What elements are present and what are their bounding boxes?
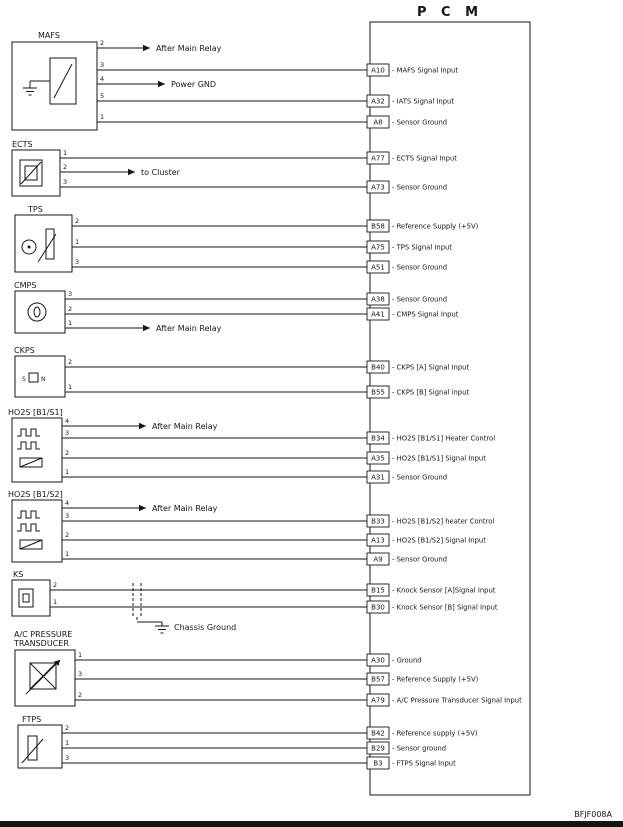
pcm-pin-desc: - HO2S [B1/S1] Signal Input [392, 454, 486, 463]
pcm-pin [367, 553, 447, 565]
pin-number: 2 [68, 358, 73, 366]
pcm-pin-desc: - Sensor Ground [392, 263, 448, 272]
pcm-pin-desc: - CKPS [A] Signal Input [392, 363, 470, 372]
pin-number: 5 [100, 92, 105, 100]
component-label: FTPS [22, 715, 42, 724]
arrowhead-icon [128, 169, 135, 175]
pcm-pin-desc: - Sensor Ground [392, 295, 448, 304]
pin-number: 4 [65, 499, 70, 507]
pin-number: 3 [100, 61, 105, 69]
component-label: MAFS [38, 31, 60, 40]
annotation-label: After Main Relay [156, 44, 222, 53]
pin-number: 3 [75, 258, 80, 266]
pcm-pin [367, 471, 447, 483]
pcm-pin-id: A41 [371, 310, 385, 319]
pcm-pin-id: A75 [371, 243, 385, 252]
pcm-title: P C M [416, 5, 484, 20]
component-mafs [12, 31, 104, 130]
arrowhead-icon [143, 325, 150, 331]
component-tps [15, 205, 79, 272]
pcm-pin-desc: - Ground [392, 656, 422, 665]
pin-number: 2 [65, 724, 70, 732]
annotations [128, 44, 222, 513]
pcm-pin-id: A73 [371, 183, 385, 192]
pin-number: 4 [65, 417, 70, 425]
ckps-symbol-left: S [22, 376, 26, 383]
pcm-pin [367, 654, 422, 666]
pin-number: 1 [68, 383, 73, 391]
arrowhead-icon [139, 423, 146, 429]
annotation-label: After Main Relay [152, 422, 218, 431]
component-label: HO2S [B1/S1] [8, 408, 63, 417]
pin-number: 2 [75, 217, 80, 225]
pcm-pins [367, 64, 522, 769]
pcm-pin-id: B42 [371, 729, 385, 738]
pin-number: 1 [65, 739, 70, 747]
component-ho2s-b1s2 [8, 490, 69, 562]
pcm-pin [367, 742, 446, 754]
pin-number: 4 [100, 75, 105, 83]
pcm-pin [367, 361, 469, 373]
pin-number: 3 [65, 754, 70, 762]
pcm-pin-desc: - HO2S [B1/S1] Heater Control [392, 434, 496, 443]
pcm-pin [367, 452, 486, 464]
pcm-pin-desc: - Knock Sensor [A]Signal Input [392, 586, 496, 595]
pcm-pin-id: A32 [371, 97, 385, 106]
pcm-pin-desc: - Reference Supply (+5V) [392, 222, 479, 231]
component-box [12, 150, 60, 196]
pcm-pin [367, 694, 522, 706]
pin-number: 3 [65, 429, 70, 437]
pcm-pin [367, 386, 469, 398]
chassis-ground-icon [155, 626, 169, 633]
ckps-symbol-right: N [41, 376, 46, 383]
pcm-pin-id: A51 [371, 263, 385, 272]
pcm-pin-desc: - FTPS Signal Input [392, 759, 456, 768]
tps-sensor-icon [22, 229, 56, 262]
pcm-pin-id: A10 [371, 66, 385, 75]
bottom-edge-artifact [0, 821, 623, 827]
pcm-pin-desc: - CMPS Signal Input [392, 310, 459, 319]
pcm-pin-id: B55 [371, 388, 385, 397]
component-label: TPS [28, 205, 43, 214]
pcm-pin-id: A30 [371, 656, 385, 665]
pcm-pin-desc: - Knock Sensor [B] Signal Input [392, 603, 498, 612]
pin-number: 1 [68, 319, 73, 327]
pcm-pin-desc: - Sensor Ground [392, 118, 448, 127]
pcm-pin-desc: - Reference supply (+5V) [392, 729, 478, 738]
pcm-pin-id: B15 [371, 586, 385, 595]
pin-number: 2 [68, 305, 73, 313]
pcm-pin-id: B33 [371, 517, 385, 526]
annotation-label: After Main Relay [156, 324, 222, 333]
pcm-pin-id: A8 [373, 118, 383, 127]
wires [50, 48, 367, 763]
component-ftps [18, 715, 69, 768]
mafs-sensor-icon [23, 58, 76, 104]
component-label: KS [13, 570, 24, 579]
pcm-pin-id: B3 [373, 759, 383, 768]
pcm-pin [367, 757, 456, 769]
pin-number: 2 [78, 691, 83, 699]
pcm-pin-id: B58 [371, 222, 385, 231]
component-ac-pressure-transducer [13, 630, 82, 706]
pin-number: 1 [75, 238, 80, 246]
component-label: CKPS [14, 346, 35, 355]
pin-number: 1 [65, 550, 70, 558]
pcm-pin-desc: - MAFS Signal Input [392, 66, 459, 75]
pcm-pin-id: A31 [371, 473, 385, 482]
pcm-pin-desc: - Sensor ground [392, 744, 447, 753]
pin-number: 2 [100, 39, 105, 47]
pcm-pin-desc: - TPS Signal Input [392, 243, 452, 252]
pin-number: 2 [65, 449, 70, 457]
pcm-pin [367, 534, 486, 546]
component-label-line1: A/C PRESSURE [14, 630, 73, 639]
component-box [12, 42, 97, 130]
component-ho2s-b1s1 [8, 408, 69, 482]
pcm-pin-id: B57 [371, 675, 385, 684]
pcm-pin [367, 261, 447, 273]
arrowhead-icon [139, 505, 146, 511]
pin-number: 3 [68, 290, 73, 298]
pcm-pin [367, 116, 447, 128]
pcm-pin [367, 727, 478, 739]
chassis-ground-label: Chassis Ground [174, 623, 237, 632]
pcm-pin [367, 584, 496, 596]
pcm-pin-id: A77 [371, 154, 385, 163]
pin-number: 3 [63, 178, 68, 186]
pcm-pin-id: A79 [371, 696, 385, 705]
pcm-pin-id: A9 [373, 555, 383, 564]
pcm-pin-desc: - Sensor Ground [392, 473, 448, 482]
pcm-pin-desc: - CKPS [B] Signal input [392, 388, 470, 397]
pcm-pin [367, 673, 479, 685]
pin-number: 2 [53, 581, 58, 589]
ckps-sensor-icon [22, 373, 46, 383]
pcm-pin [367, 293, 447, 305]
component-ks [12, 570, 236, 633]
pcm-pin [367, 95, 454, 107]
component-label: HO2S [B1/S2] [8, 490, 63, 499]
component-label: ECTS [12, 140, 33, 149]
ho2s-sensor-icon [17, 429, 42, 467]
pcm-pin [367, 241, 452, 253]
cmps-sensor-icon [28, 303, 46, 321]
pin-number: 1 [53, 598, 58, 606]
component-box [12, 580, 50, 616]
pcm-pin-desc: - HO2S [B1/S2] heater Control [392, 517, 495, 526]
component-label: CMPS [14, 281, 37, 290]
pcm-pin-id: B29 [371, 744, 385, 753]
pcm-pin-desc: - ECTS Signal Input [392, 154, 457, 163]
pcm-pin-id: A38 [371, 295, 385, 304]
pcm-pin-id: B34 [371, 434, 385, 443]
component-box [15, 215, 72, 272]
pcm-pin [367, 432, 495, 444]
pcm-pin [367, 181, 447, 193]
pin-number: 3 [65, 512, 70, 520]
pcm-pin-id: B40 [371, 363, 385, 372]
footer-code: BFJF008A [574, 810, 612, 819]
pcm-pin-id: B30 [371, 603, 385, 612]
pressure-transducer-icon [26, 660, 60, 694]
pcm-pin [367, 152, 457, 164]
ftps-sensor-icon [22, 736, 43, 763]
pcm-pin-desc: - A/C Pressure Transducer Signal Input [392, 696, 522, 705]
component-box [18, 725, 62, 768]
component-ects [12, 140, 67, 196]
pin-number: 2 [65, 531, 70, 539]
pcm-pin-desc: - IATS Signal Input [392, 97, 455, 106]
pcm-pin [367, 601, 498, 613]
pcm-pin-desc: - Reference Supply (+5V) [392, 675, 479, 684]
ects-sensor-icon [20, 160, 42, 186]
component-cmps [14, 281, 72, 333]
pcm-pin [367, 308, 459, 320]
component-label-line2: TRANSDUCER [14, 639, 69, 648]
annotation-label: After Main Relay [152, 504, 218, 513]
ho2s-sensor-icon [17, 511, 42, 549]
pcm-pin-id: A13 [371, 536, 385, 545]
annotation-label: Power GND [171, 80, 217, 89]
pcm-pin [367, 515, 494, 527]
pcm-pin-desc: - HO2S [B1/S2] Signal Input [392, 536, 486, 545]
pin-number: 2 [63, 163, 68, 171]
annotation-label: to Cluster [141, 168, 180, 177]
arrowhead-icon [143, 45, 150, 51]
pcm-pin [367, 220, 479, 232]
pin-number: 3 [78, 670, 83, 678]
pcm-pin-desc: - Sensor Ground [392, 555, 448, 564]
pin-number: 1 [100, 113, 105, 121]
pin-number: 1 [78, 651, 83, 659]
arrowhead-icon [158, 81, 165, 87]
component-box [12, 418, 62, 482]
pcm-pin [367, 64, 458, 76]
pin-number: 1 [63, 149, 68, 157]
ks-sensor-icon [19, 589, 33, 607]
component-ckps [14, 346, 72, 397]
pcm-pin-id: A35 [371, 454, 385, 463]
pcm-pin-desc: - Sensor Ground [392, 183, 448, 192]
pin-number: 1 [65, 468, 70, 476]
